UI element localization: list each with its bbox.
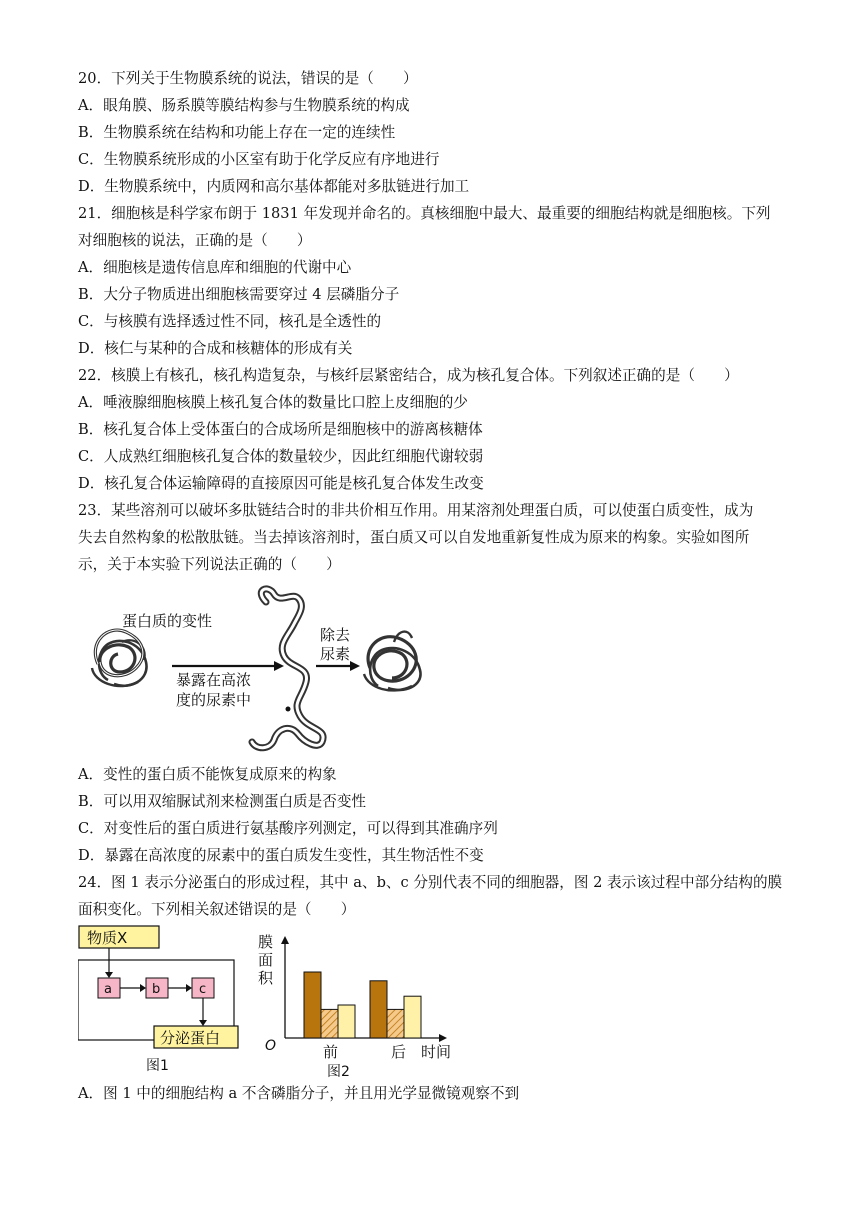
bar-dark-before bbox=[304, 972, 321, 1038]
q21-option-a: A．细胞核是遗传信息库和细胞的代谢中心 bbox=[78, 259, 352, 276]
q24-option-a: A．图 1 中的细胞结构 a 不含磷脂分子，并且用光学显微镜观察不到 bbox=[78, 1085, 520, 1102]
figure-1-secretion-flow bbox=[78, 924, 248, 1074]
bar-hatched-before bbox=[321, 1009, 338, 1038]
y-axis-label-char-2: 面 bbox=[258, 951, 274, 969]
protein-denaturation-figure bbox=[78, 582, 458, 754]
folded-protein-right-icon bbox=[364, 632, 421, 691]
q20-option-d: D．生物膜系统中，内质网和高尔基体都能对多肽链进行加工 bbox=[78, 178, 470, 195]
q20-option-b: B．生物膜系统在结构和功能上存在一定的连续性 bbox=[78, 124, 396, 141]
figure-1-caption: 图1 bbox=[146, 1058, 169, 1074]
q20-option-c: C．生物膜系统形成的小区室有助于化学反应有序地进行 bbox=[78, 151, 440, 168]
arrow2-label-line2: 尿素 bbox=[320, 645, 351, 663]
bar-hatched-after bbox=[387, 1009, 404, 1038]
q23-stem-line2: 失去自然构象的松散肽链。当去掉该溶剂时，蛋白质又可以自发地重新复性成为原来的构象。实验如图所 bbox=[78, 529, 750, 546]
x-tick-after: 后 bbox=[391, 1043, 407, 1061]
q21-option-b: B．大分子物质进出细胞核需要穿过 4 层磷脂分子 bbox=[78, 286, 400, 303]
bar-dark-after bbox=[370, 981, 387, 1038]
q20-option-a: A．眼角膜、肠系膜等膜结构参与生物膜系统的构成 bbox=[78, 97, 410, 114]
q23-option-c: C．对变性后的蛋白质进行氨基酸序列测定，可以得到其准确序列 bbox=[78, 820, 498, 837]
arrow1-label-line1: 暴露在高浓 bbox=[176, 671, 252, 689]
organelle-a-label: a bbox=[104, 982, 112, 997]
organelle-c-label: c bbox=[199, 982, 207, 997]
bar-light-before bbox=[338, 1005, 355, 1038]
arrow2-label-line1: 除去 bbox=[320, 626, 351, 644]
bar-light-after bbox=[404, 996, 421, 1038]
q23-option-b: B．可以用双缩脲试剂来检测蛋白质是否变性 bbox=[78, 793, 367, 810]
q22-option-d: D．核孔复合体运输障碍的直接原因可能是核孔复合体发生改变 bbox=[78, 475, 484, 492]
unfolded-peptide-chain-icon bbox=[252, 589, 323, 748]
q24-stem-line2: 面积变化。下列相关叙述错误的是（ ） bbox=[78, 901, 356, 918]
y-axis-label-char-1: 膜 bbox=[258, 933, 274, 951]
q21-option-d: D．核仁与某种的合成和核糖体的形成有关 bbox=[78, 340, 353, 357]
figure-2-caption: 图2 bbox=[327, 1064, 350, 1080]
secreted-protein-label: 分泌蛋白 bbox=[160, 1029, 221, 1047]
x-tick-before: 前 bbox=[323, 1043, 339, 1061]
q20-stem: 20．下列关于生物膜系统的说法，错误的是（ ） bbox=[78, 70, 418, 87]
q23-option-d: D．暴露在高浓度的尿素中的蛋白质发生变性，其生物活性不变 bbox=[78, 847, 484, 864]
q22-stem: 22．核膜上有核孔，核孔构造复杂，与核纤层紧密结合，成为核孔复合体。下列叙述正确的是（ ） bbox=[78, 367, 739, 384]
y-axis-label-char-3: 积 bbox=[258, 969, 274, 987]
fig-title: 蛋白质的变性 bbox=[122, 612, 213, 630]
figure-2-membrane-area-chart bbox=[255, 930, 470, 1080]
organelle-b-label: b bbox=[152, 982, 161, 997]
q23-stem-line1: 23．某些溶剂可以破坏多肽链结合时的非共价相互作用。用某溶剂处理蛋白质，可以使蛋白质变性，成为 bbox=[78, 502, 754, 519]
q24-stem-line1: 24．图 1 表示分泌蛋白的形成过程，其中 a、b、c 分别代表不同的细胞器，图 2 表示该过程中部分结构的膜 bbox=[78, 874, 783, 891]
q22-option-c: C．人成熟红细胞核孔复合体的数量较少，因此红细胞代谢较弱 bbox=[78, 448, 484, 465]
q22-option-a: A．唾液腺细胞核膜上核孔复合体的数量比口腔上皮细胞的少 bbox=[78, 394, 468, 411]
q21-stem-line1: 21．细胞核是科学家布朗于 1831 年发现并命名的。真核细胞中最大、最重要的细胞结构就是细胞核。下列 bbox=[78, 205, 771, 222]
arrow1-label-line2: 度的尿素中 bbox=[176, 691, 252, 709]
x-axis-label: 时间 bbox=[421, 1043, 452, 1061]
q21-stem-line2: 对细胞核的说法，正确的是（ ） bbox=[78, 232, 312, 249]
q22-option-b: B．核孔复合体上受体蛋白的合成场所是细胞核中的游离核糖体 bbox=[78, 421, 483, 438]
q23-stem-line3: 示，关于本实验下列说法正确的（ ） bbox=[78, 556, 341, 573]
q23-option-a: A．变性的蛋白质不能恢复成原来的构象 bbox=[78, 766, 337, 783]
origin-label: O bbox=[265, 1038, 277, 1054]
substance-x-label: 物质X bbox=[87, 929, 128, 947]
q21-option-c: C．与核膜有选择透过性不同，核孔是全透性的 bbox=[78, 313, 382, 330]
